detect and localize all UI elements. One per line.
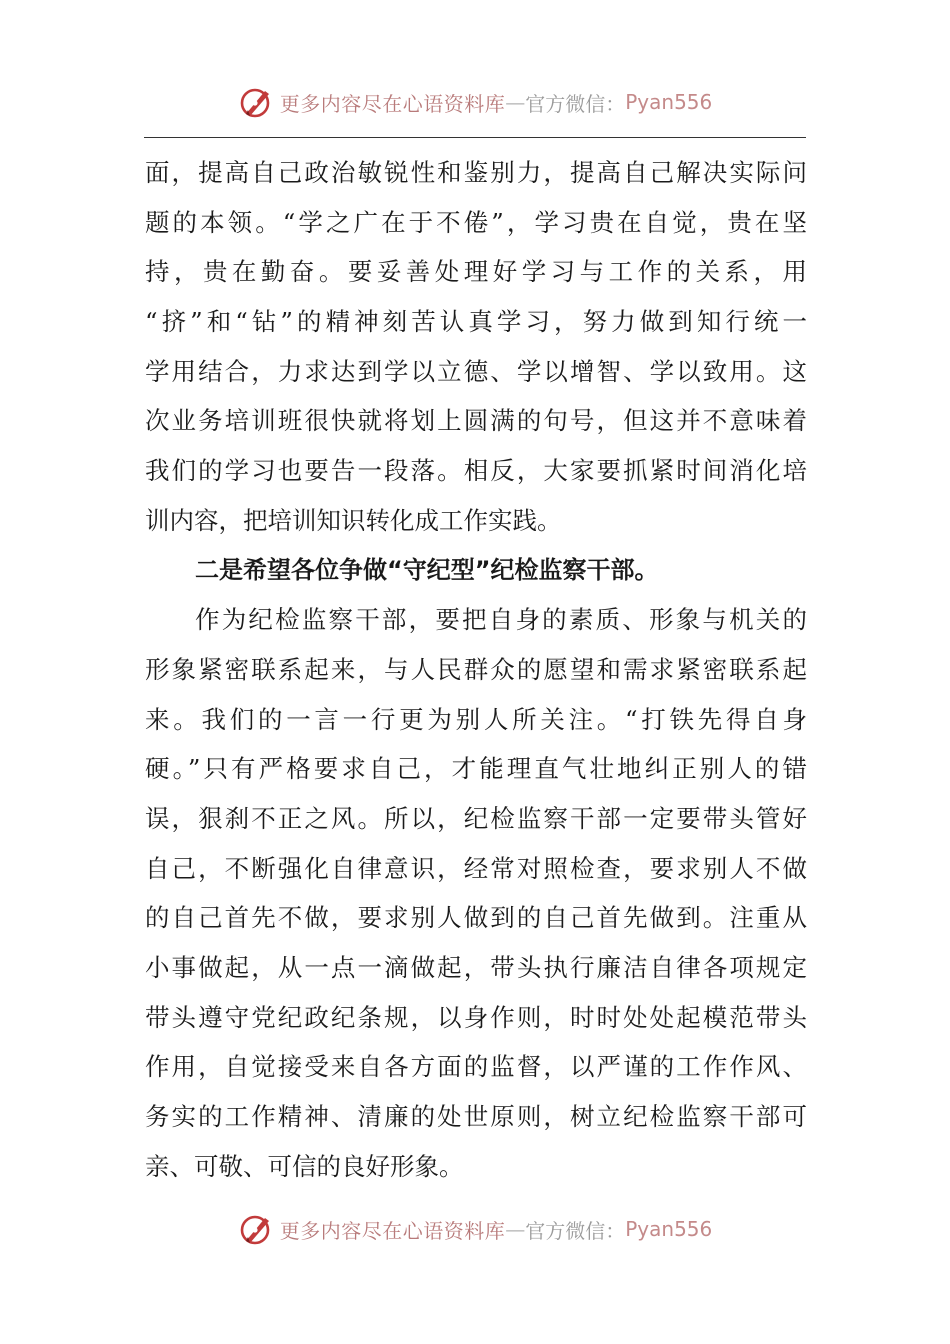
text-line: 误，狠刹不正之风。所以，纪检监察干部一定要带头管好 bbox=[145, 803, 807, 833]
pen-circle-logo-icon bbox=[238, 1211, 274, 1247]
banner-brand-text: 更多内容尽在心语资料库 bbox=[279, 91, 506, 116]
header-divider bbox=[144, 137, 806, 138]
text-line: 自己，不断强化自律意识，经常对照检查，要求别人不做 bbox=[145, 853, 807, 883]
document-body bbox=[145, 148, 807, 1191]
text-line: 持，贵在勤奋。要妥善处理好学习与工作的关系，用 bbox=[145, 257, 807, 287]
text-line: 来。我们的一言一行更为别人所关注。“打铁先得自身 bbox=[145, 704, 807, 734]
banner-wechat-label: 官方微信： bbox=[525, 91, 626, 116]
banner-wechat-id: Pyan556 bbox=[625, 90, 713, 114]
banner-wechat-id: Pyan556 bbox=[625, 1217, 713, 1241]
text-line: “挤”和“钻”的精神刻苦认真学习，努力做到知行统一 bbox=[145, 307, 807, 337]
banner-dash: — bbox=[505, 1217, 526, 1241]
text-line: 形象紧密联系起来，与人民群众的愿望和需求紧密联系起 bbox=[145, 654, 807, 684]
pen-circle-logo-icon bbox=[238, 84, 274, 120]
text-line: 作为纪检监察干部，要把自身的素质、形象与机关的 bbox=[195, 605, 807, 635]
header-banner bbox=[0, 82, 950, 122]
text-line: 题的本领。“学之广在于不倦”，学习贵在自觉，贵在坚 bbox=[145, 207, 807, 237]
text-line: 作用，自觉接受来自各方面的监督，以严谨的工作作风、 bbox=[145, 1052, 807, 1082]
text-line: 亲、可敬、可信的良好形象。 bbox=[145, 1151, 464, 1181]
banner-wechat-label: 官方微信： bbox=[525, 1218, 626, 1243]
footer-banner bbox=[0, 1209, 950, 1249]
text-line: 的自己首先不做，要求别人做到的自己首先做到。注重从 bbox=[145, 903, 807, 933]
text-line: 训内容，把培训知识转化成工作实践。 bbox=[145, 505, 562, 535]
text-line: 我们的学习也要告一段落。相反，大家要抓紧时间消化培 bbox=[145, 456, 807, 486]
banner-brand-text: 更多内容尽在心语资料库 bbox=[279, 1218, 506, 1243]
text-line: 学用结合，力求达到学以立德、学以增智、学以致用。这 bbox=[145, 356, 807, 386]
text-line: 务实的工作精神、清廉的处世原则，树立纪检监察干部可 bbox=[145, 1102, 807, 1132]
text-line: 面，提高自己政治敏锐性和鉴别力，提高自己解决实际问 bbox=[145, 158, 807, 187]
text-line: 带头遵守党纪政纪条规，以身作则，时时处处起模范带头 bbox=[145, 1002, 807, 1032]
banner-dash: — bbox=[505, 90, 526, 114]
text-line: 次业务培训班很快就将划上圆满的句号，但这并不意味着 bbox=[145, 406, 807, 436]
text-line: 小事做起，从一点一滴做起，带头执行廉洁自律各项规定 bbox=[145, 953, 807, 982]
text-line: 硬。”只有严格要求自己，才能理直气壮地纠正别人的错 bbox=[145, 754, 807, 784]
section-heading: 二是希望各位争做“守纪型”纪检监察干部。 bbox=[195, 555, 659, 584]
